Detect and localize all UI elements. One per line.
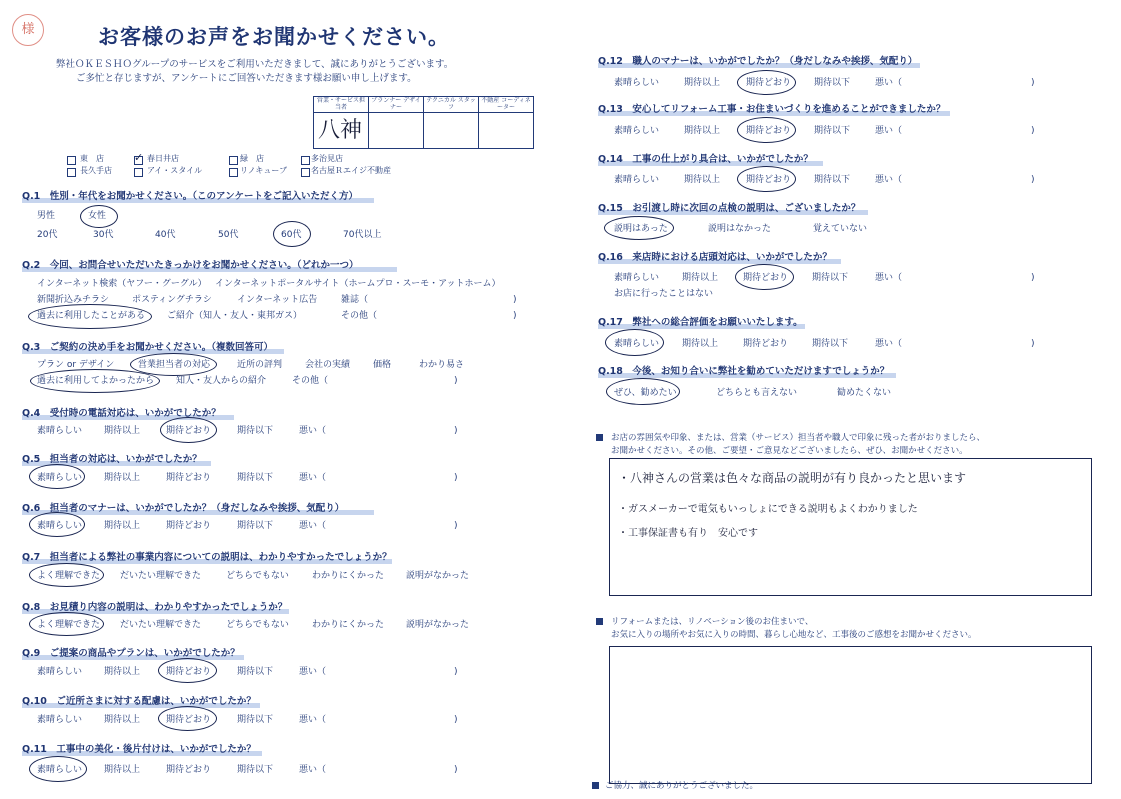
q13-rating-3-circle <box>737 117 796 143</box>
q6-rating-6: ) <box>454 521 458 531</box>
q3-option-1[interactable]: プラン or デザイン <box>37 360 115 370</box>
q8-clarity-4[interactable]: わかりにくかった <box>312 620 385 630</box>
q9-rating-1[interactable]: 素晴らしい <box>37 667 83 677</box>
q2-option-5[interactable]: インターネット広告 <box>237 295 318 305</box>
q10-rating-5[interactable]: 悪い（ <box>299 715 327 725</box>
store-checkbox-7[interactable] <box>229 168 238 177</box>
q10-rating-2[interactable]: 期待以上 <box>104 715 141 725</box>
q13-title: Q.13 安心してリフォーム工事・お住まいづくりを進めることができましたか？ <box>598 104 946 115</box>
page-title: お客様のお声をお聞かせください。 <box>98 25 450 49</box>
store-checkbox-1[interactable] <box>67 156 76 165</box>
q17-rating-4[interactable]: 期待以下 <box>812 339 849 349</box>
q18-option-3[interactable]: 勧めたくない <box>837 388 892 398</box>
q6-rating-4[interactable]: 期待以下 <box>237 521 274 531</box>
staff-cell-realestate[interactable] <box>479 113 534 149</box>
q12-rating-2[interactable]: 期待以上 <box>684 78 721 88</box>
q6-rating-3[interactable]: 期待どおり <box>166 521 212 531</box>
q13-rating-5[interactable]: 悪い（ <box>875 126 903 136</box>
q14-rating-5[interactable]: 悪い（ <box>875 175 903 185</box>
store-checkbox-8[interactable] <box>301 168 310 177</box>
intro-line-2: ご多忙と存じますが、アンケートにご回答いただきます様お願い申し上げます。 <box>76 73 417 84</box>
q11-rating-5[interactable]: 悪い（ <box>299 765 327 775</box>
store-label-4: 多治見店 <box>311 154 343 163</box>
q10-rating-3[interactable]: 期待どおり <box>166 715 212 725</box>
q3-option-6[interactable]: わかり易さ <box>419 360 465 370</box>
intro-line-1: 弊社ＯＫＥＳＨＯグループのサービスをご利用いただきまして、誠にありがとうございます。 <box>56 59 454 70</box>
q6-title: Q.6 担当者のマナーは、いかがでしたか？（身だしなみや挨拶、気配り） <box>22 503 345 514</box>
thanks-text: ご協力、誠にありがとうございました。 <box>605 781 759 791</box>
comment-1-prompt-line-2: お聞かせください。その他、ご要望・ご意見などございましたら、ぜひ、お聞かせください。 <box>611 446 968 456</box>
q18-option-1-circle <box>606 378 680 405</box>
q3-option-4[interactable]: 会社の実績 <box>305 360 351 370</box>
q1-age-60[interactable]: 60代 <box>281 230 302 240</box>
q13-rating-4[interactable]: 期待以下 <box>814 126 851 136</box>
q4-rating-3[interactable]: 期待どおり <box>166 426 212 436</box>
store-checkbox-4[interactable] <box>301 156 310 165</box>
q15-option-2[interactable]: 説明はなかった <box>708 224 772 234</box>
q3-option-8[interactable]: 知人・友人からの紹介 <box>176 376 267 386</box>
q14-rating-3[interactable]: 期待どおり <box>746 175 792 185</box>
company-stamp: 様 <box>12 14 44 46</box>
q9-rating-3-circle <box>158 658 217 683</box>
q1-age-20[interactable]: 20代 <box>37 230 58 240</box>
q4-rating-2[interactable]: 期待以上 <box>104 426 141 436</box>
handwritten-staff-name: 八神 <box>318 118 363 143</box>
q12-title: Q.12 職人のマナーは、いかがでしたか？（身だしなみや挨拶、気配り） <box>598 56 918 67</box>
thanks-bullet-icon <box>592 782 599 789</box>
q1-age-30[interactable]: 30代 <box>93 230 114 240</box>
q4-title: Q.4 受付時の電話対応は、いかがでしたか？ <box>22 408 221 419</box>
q11-rating-4[interactable]: 期待以下 <box>237 765 274 775</box>
q9-rating-3[interactable]: 期待どおり <box>166 667 212 677</box>
q15-title: Q.15 お引渡し時に次回の点検の説明は、ございましたか？ <box>598 203 861 214</box>
q18-title: Q.18 今後、お知り合いに弊社を勧めていただけますでしょうか？ <box>598 366 890 377</box>
q5-rating-5[interactable]: 悪い（ <box>299 473 327 483</box>
q6-rating-1-circle <box>29 512 85 537</box>
q7-clarity-5[interactable]: 説明がなかった <box>406 571 470 581</box>
q2-option-3[interactable]: 新聞折込みチラシ <box>37 295 110 305</box>
q15-option-1-circle <box>604 216 674 240</box>
q16-rating-2[interactable]: 期待以上 <box>682 273 719 283</box>
q12-rating-4[interactable]: 期待以下 <box>814 78 851 88</box>
q15-option-3[interactable]: 覚えていない <box>813 224 868 234</box>
q4-rating-3-circle <box>160 417 217 443</box>
q9-rating-2[interactable]: 期待以上 <box>104 667 141 677</box>
staff-col-planner: プランナー デザイナー <box>369 97 424 113</box>
staff-cell-planner[interactable] <box>369 113 424 149</box>
q1-male[interactable]: 男性 <box>37 211 56 221</box>
q11-rating-2[interactable]: 期待以上 <box>104 765 141 775</box>
q2-option-4[interactable]: ポスティングチラシ <box>132 295 212 305</box>
q17-rating-2[interactable]: 期待以上 <box>682 339 719 349</box>
q1-female[interactable]: 女性 <box>88 211 107 221</box>
q5-rating-2[interactable]: 期待以上 <box>104 473 141 483</box>
q3-option-5[interactable]: 価格 <box>373 360 392 370</box>
q16-rating-1[interactable]: 素晴らしい <box>614 273 660 283</box>
q14-rating-6: ) <box>1031 175 1035 185</box>
store-checkbox-3[interactable] <box>229 156 238 165</box>
q12-rating-6: ) <box>1031 78 1035 88</box>
q11-rating-3[interactable]: 期待どおり <box>166 765 212 775</box>
q1-age-40[interactable]: 40代 <box>155 230 176 240</box>
q2-option-7[interactable]: 過去に利用したことがある <box>37 311 146 321</box>
check-mark-icon: ✓ <box>134 151 144 164</box>
q3-option-7-circle <box>30 369 160 393</box>
q18-option-1[interactable]: ぜひ、勧めたい <box>614 388 677 398</box>
q16-rating-5[interactable]: 悪い（ <box>875 273 903 283</box>
q9-rating-5[interactable]: 悪い（ <box>299 667 327 677</box>
q16-rating-3-circle <box>735 264 794 290</box>
q11-rating-1[interactable]: 素晴らしい <box>37 765 83 775</box>
q1-age-50[interactable]: 50代 <box>218 230 239 240</box>
q1-age-60-circle <box>273 221 311 247</box>
store-label-7: リノキューブ <box>240 166 287 175</box>
staff-col-realestate: 不動産 コーディネーター <box>479 97 534 113</box>
store-checkbox-5[interactable] <box>67 168 76 177</box>
q16-never-visited[interactable]: お店に行ったことはない <box>614 289 714 299</box>
q5-rating-6: ) <box>454 473 458 483</box>
comment-1-handwritten-line-2: ・ガスメーカーで電気もいっしょにできる説明もよくわかりました <box>618 504 918 515</box>
q10-rating-1[interactable]: 素晴らしい <box>37 715 83 725</box>
q17-rating-6: ) <box>1031 339 1035 349</box>
q16-rating-4[interactable]: 期待以下 <box>812 273 849 283</box>
q15-option-1[interactable]: 説明はあった <box>614 224 668 234</box>
comment-2-prompt-line-1: リフォームまたは、リノベーション後のお住まいで、 <box>611 617 814 627</box>
comment-1-handwritten-line-1: ・八神さんの営業は色々な商品の説明が有り良かったと思います <box>618 471 967 485</box>
q14-title: Q.14 工事の仕上がり具合は、いかがでしたか？ <box>598 154 813 165</box>
q12-rating-3[interactable]: 期待どおり <box>746 78 792 88</box>
store-checkbox-6[interactable] <box>134 168 143 177</box>
q5-rating-1-circle <box>29 464 85 489</box>
comment-2-prompt-line-2: お気に入りの場所やお気に入りの時間、暮らし心地など、工事後のご感想をお聞かせください。 <box>611 630 977 640</box>
staff-col-technical: テクニカル スタッフ <box>424 97 479 113</box>
q2-option-6[interactable]: 雑誌（ <box>341 295 369 305</box>
comment-1-bullet-icon <box>596 434 603 441</box>
q3-option-9-end: ) <box>454 376 458 386</box>
q3-option-9[interactable]: その他（ <box>292 376 329 386</box>
q18-option-2[interactable]: どちらとも言えない <box>716 388 798 398</box>
q6-rating-2[interactable]: 期待以上 <box>104 521 141 531</box>
q17-rating-3[interactable]: 期待どおり <box>743 339 789 349</box>
q1-female-circle <box>80 205 118 228</box>
q8-title: Q.8 お見積り内容の説明は、わかりやすかったでしょうか？ <box>22 602 288 613</box>
q7-clarity-1[interactable]: よく理解できた <box>37 571 101 581</box>
store-label-3: 緑 店 <box>240 154 264 163</box>
q2-option-8[interactable]: ご紹介（知人・友人・東邦ガス） <box>167 311 303 321</box>
q12-rating-1[interactable]: 素晴らしい <box>614 78 660 88</box>
q17-title: Q.17 弊社への総合評価をお願いいたします。 <box>598 317 803 328</box>
q8-clarity-5[interactable]: 説明がなかった <box>406 620 470 630</box>
q16-rating-6: ) <box>1031 273 1035 283</box>
q13-rating-6: ) <box>1031 126 1035 136</box>
q6-rating-1[interactable]: 素晴らしい <box>37 521 83 531</box>
q3-option-3[interactable]: 近所の評判 <box>237 360 283 370</box>
q13-rating-3[interactable]: 期待どおり <box>746 126 792 136</box>
q9-rating-6: ) <box>454 667 458 677</box>
q10-rating-4[interactable]: 期待以下 <box>237 715 274 725</box>
q12-rating-3-circle <box>737 70 796 95</box>
q2-option-7-circle <box>28 304 152 329</box>
q4-rating-4[interactable]: 期待以下 <box>237 426 274 436</box>
q2-option-9-end: ) <box>513 311 517 321</box>
q7-clarity-3[interactable]: どちらでもない <box>226 571 289 581</box>
staff-cell-technical[interactable] <box>424 113 479 149</box>
q3-option-7[interactable]: 過去に利用してよかったから <box>37 376 155 386</box>
q8-clarity-2[interactable]: だいたい理解できた <box>120 620 202 630</box>
q10-rating-3-circle <box>158 706 217 731</box>
staff-col-sales: 営業・サービス担当者 <box>314 97 369 113</box>
q11-rating-1-circle <box>29 756 87 782</box>
q12-rating-5[interactable]: 悪い（ <box>875 78 903 88</box>
store-label-6: アイ・スタイル <box>147 166 203 175</box>
comment-2-bullet-icon <box>596 618 603 625</box>
comment-1-handwritten-line-3: ・工事保証書も有り 安心です <box>618 528 758 539</box>
q4-rating-5[interactable]: 悪い（ <box>299 426 327 436</box>
q11-title: Q.11 工事中の美化・後片付けは、いかがでしたか？ <box>22 744 256 755</box>
q10-rating-6: ) <box>454 715 458 725</box>
q17-rating-5[interactable]: 悪い（ <box>875 339 903 349</box>
q7-clarity-2[interactable]: だいたい理解できた <box>120 571 202 581</box>
q8-clarity-1-circle <box>29 612 104 636</box>
q2-option-6-end: ) <box>513 295 517 305</box>
q5-title: Q.5 担当者の対応は、いかがでしたか？ <box>22 454 202 465</box>
store-label-1: 東 店 <box>80 154 104 163</box>
q14-rating-2[interactable]: 期待以上 <box>684 175 721 185</box>
q14-rating-1[interactable]: 素晴らしい <box>614 175 660 185</box>
q2-title: Q.2 今回、お問合せいただいたきっかけをお聞かせください。（どれか一つ） <box>22 260 359 271</box>
q5-rating-1[interactable]: 素晴らしい <box>37 473 83 483</box>
q11-rating-6: ) <box>454 765 458 775</box>
store-label-5: 長久手店 <box>80 166 112 175</box>
q8-clarity-1[interactable]: よく理解できた <box>37 620 101 630</box>
q9-rating-4[interactable]: 期待以下 <box>237 667 274 677</box>
q8-clarity-3[interactable]: どちらでもない <box>226 620 289 630</box>
q5-rating-4[interactable]: 期待以下 <box>237 473 274 483</box>
store-label-8: 名古屋Ｒエイジ不動産 <box>311 166 391 175</box>
q17-rating-1[interactable]: 素晴らしい <box>614 339 660 349</box>
q7-clarity-4[interactable]: わかりにくかった <box>312 571 385 581</box>
comment-1-prompt-line-1: お店の雰囲気や印象、または、営業（サービス）担当者や職人で印象に残った者がおりましたら、 <box>611 433 986 443</box>
q1-age-70[interactable]: 70代以上 <box>343 230 382 240</box>
q1-title: Q.1 性別・年代をお聞かせください。（このアンケートをご記入いただく方） <box>22 191 358 202</box>
q7-clarity-1-circle <box>29 563 104 587</box>
q4-rating-6: ) <box>454 426 458 436</box>
q7-title: Q.7 担当者による弊社の事業内容についての説明は、わかりやすかったでしょうか？ <box>22 552 392 563</box>
q6-rating-5[interactable]: 悪い（ <box>299 521 327 531</box>
q3-title: Q.3 ご契約の決め手をお聞かせください。（複数回答可） <box>22 342 274 353</box>
q14-rating-3-circle <box>737 166 796 192</box>
q13-rating-1[interactable]: 素晴らしい <box>614 126 660 136</box>
q5-rating-3[interactable]: 期待どおり <box>166 473 212 483</box>
q16-rating-3[interactable]: 期待どおり <box>743 273 789 283</box>
q2-option-1[interactable]: インターネット検索（ヤフー・グーグル） <box>37 279 207 289</box>
q17-rating-1-circle <box>605 329 664 356</box>
q14-rating-4[interactable]: 期待以下 <box>814 175 851 185</box>
q2-option-2[interactable]: インターネットポータルサイト（ホームプロ・スーモ・アットホーム） <box>215 279 501 289</box>
q2-option-9[interactable]: その他（ <box>341 311 378 321</box>
store-label-2: 春日井店 <box>147 154 179 163</box>
q4-rating-1[interactable]: 素晴らしい <box>37 426 83 436</box>
q10-title: Q.10 ご近所さまに対する配慮は、いかがでしたか？ <box>22 696 256 707</box>
q9-title: Q.9 ご提案の商品やプランは、いかがでしたか？ <box>22 648 240 659</box>
q13-rating-2[interactable]: 期待以上 <box>684 126 721 136</box>
q16-title: Q.16 来店時における店頭対応は、いかがでしたか？ <box>598 252 832 263</box>
comment-2-textarea[interactable] <box>609 646 1092 784</box>
q3-option-2[interactable]: 営業担当者の対応 <box>138 360 211 370</box>
